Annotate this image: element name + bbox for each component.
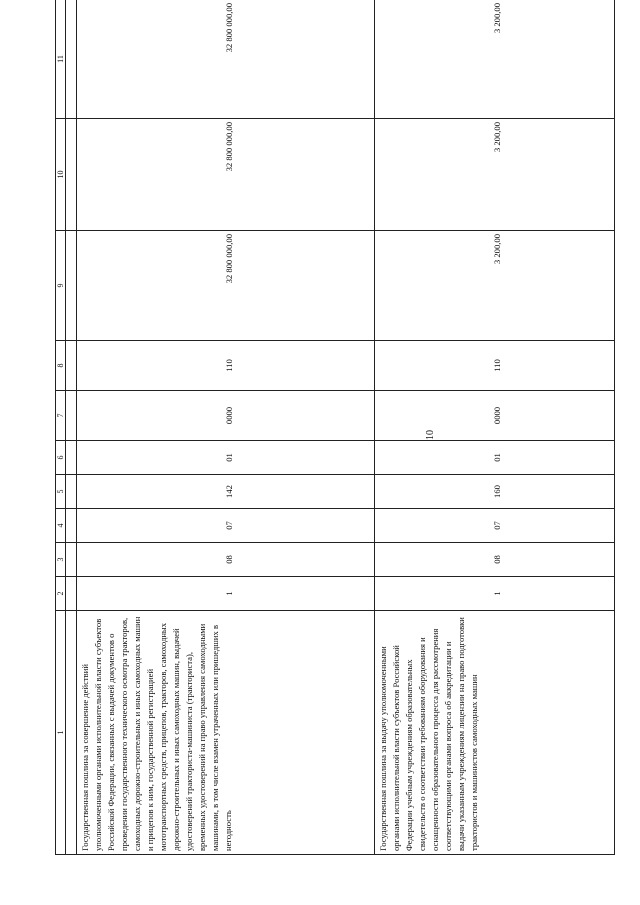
cell-col-2: 1 — [374, 577, 614, 611]
table-row — [374, 0, 614, 855]
cell-col-3: 08 — [374, 543, 614, 577]
col-header-5: 5 — [56, 475, 66, 509]
spacer-cell — [66, 0, 77, 119]
col-header-4: 4 — [56, 509, 66, 543]
col-header-3: 3 — [56, 543, 66, 577]
fees-table — [55, 0, 615, 855]
row-description: Государственная пошлина за совершение действий уполномоченными органами исполнительной власти субъектов Российской Федерации, связанных с выдачей документов о проведении государственного технического осмотра тракторов, самоходных дорожно-строительных и иных самоходных машин и прицепов к ним, государственной регистрацией мототранспортных средств, прицепов, тракторов, самоходных дорожно-строительных и иных самоходных машин, выдачей удостоверений тракториста-машиниста (тракториста), временных удостоверений на право управления самоходными машинами, в том числе взамен утраченных или пришедших в негодность — [77, 611, 375, 855]
cell-col-6: 01 — [374, 441, 614, 475]
spacer-cell — [66, 475, 77, 509]
cell-col-11: 32 800 000,00 — [77, 0, 375, 119]
col-header-6: 6 — [56, 441, 66, 475]
cell-col-5: 160 — [374, 475, 614, 509]
cell-col-2: 1 — [77, 577, 375, 611]
cell-col-4: 07 — [374, 509, 614, 543]
cell-col-7: 0000 — [77, 391, 375, 441]
cell-col-8: 110 — [77, 341, 375, 391]
cell-col-10: 3 200,00 — [374, 119, 614, 231]
page-number: 10 — [425, 430, 436, 440]
col-header-1: 1 — [56, 611, 66, 855]
spacer-cell — [66, 119, 77, 231]
cell-col-4: 07 — [77, 509, 375, 543]
spacer-cell — [66, 391, 77, 441]
cell-col-3: 08 — [77, 543, 375, 577]
cell-col-6: 01 — [77, 441, 375, 475]
spacer-cell — [66, 509, 77, 543]
spacer-cell — [66, 611, 77, 855]
spacer-cell — [66, 341, 77, 391]
spacer-cell — [66, 543, 77, 577]
cell-col-9: 32 800 000,00 — [77, 231, 375, 341]
spacer-cell — [66, 231, 77, 341]
rotated-table-wrapper — [55, 3, 615, 855]
spacer-cell — [66, 441, 77, 475]
col-header-10: 10 — [56, 119, 66, 231]
cell-col-7: 0000 — [374, 391, 614, 441]
col-header-2: 2 — [56, 577, 66, 611]
spacer-cell — [66, 577, 77, 611]
row-description: Государственная пошлина за выдачу уполномоченными органами исполнительной власти субъектов Российской Федерации учебным учреждениям образовательных свидетельств о соответствии требованиям оборудования и оснащенности образовательного процесса для рассмотрения соответствующими органами вопроса об аккредитации и выдачи указанным учреждениям лицензии на право подготовки трактористов и машинистов самоходных машин — [374, 611, 614, 855]
col-header-11: 11 — [56, 0, 66, 119]
cell-col-5: 142 — [77, 475, 375, 509]
cell-col-10: 32 800 000,00 — [77, 119, 375, 231]
col-header-8: 8 — [56, 341, 66, 391]
cell-col-9: 3 200,00 — [374, 231, 614, 341]
cell-col-11: 3 200,00 — [374, 0, 614, 119]
spacer-row — [66, 0, 77, 855]
col-header-9: 9 — [56, 231, 66, 341]
table-row — [77, 0, 375, 855]
col-header-7: 7 — [56, 391, 66, 441]
column-number-row — [56, 0, 66, 855]
cell-col-8: 110 — [374, 341, 614, 391]
